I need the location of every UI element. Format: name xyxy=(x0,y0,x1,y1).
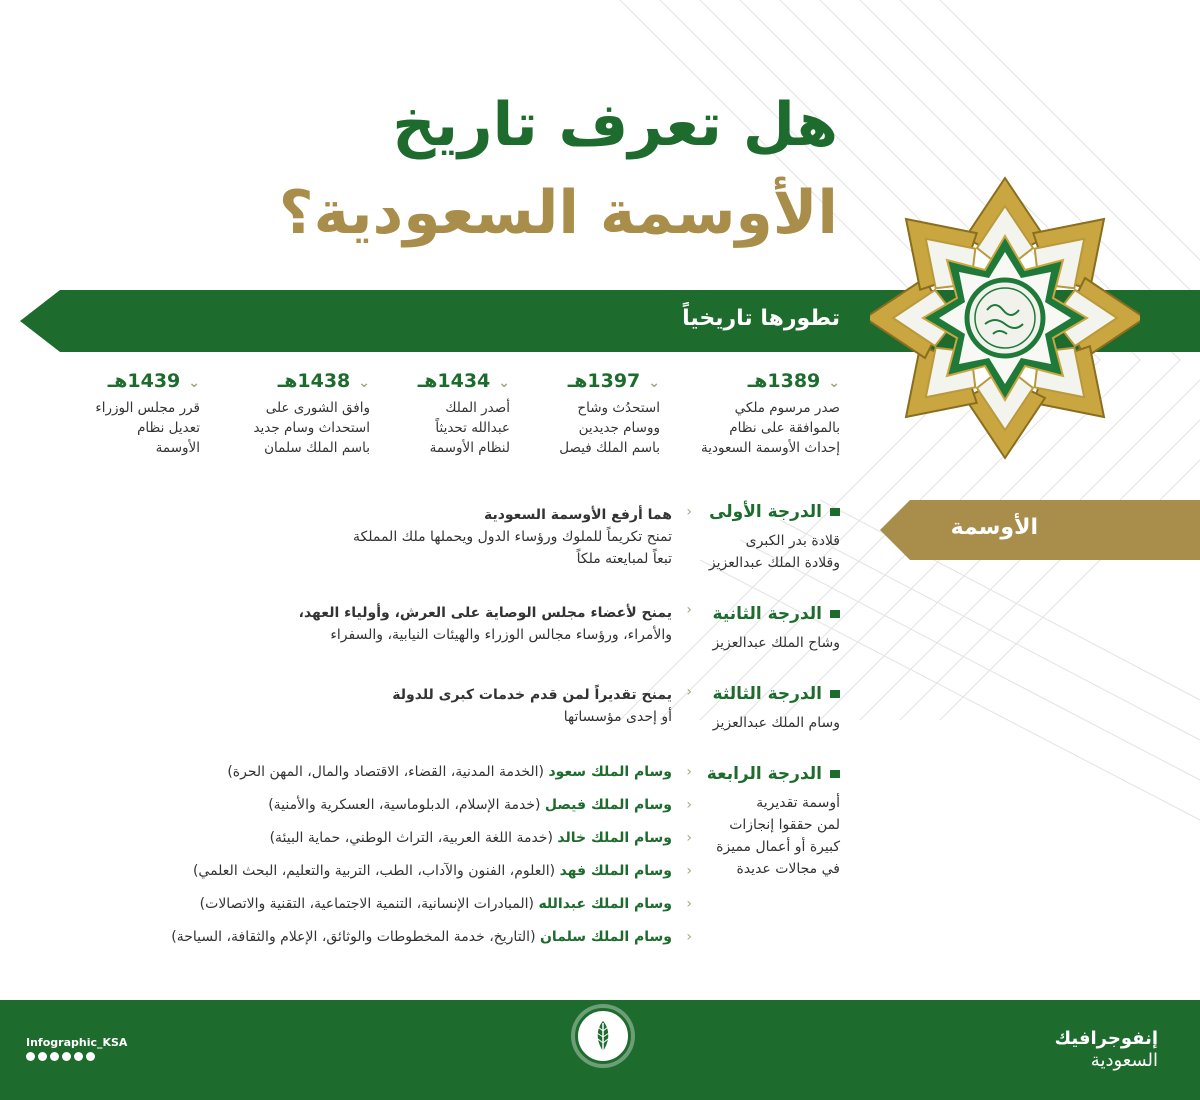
instagram-icon[interactable] xyxy=(38,1052,47,1061)
page-title-line-2: الأوسمة السعودية؟ xyxy=(278,178,838,248)
medal-list-item xyxy=(32,795,692,815)
grade-body: قلادة بدر الكبرى وقلادة الملك عبدالعزيز xyxy=(708,533,840,571)
timeline-year: 1438هـ xyxy=(277,370,351,392)
twitter-icon[interactable] xyxy=(26,1052,35,1061)
flag-icon xyxy=(830,508,840,516)
chevron-down-icon: ⌄ xyxy=(648,375,660,391)
chevron-left-icon: ‹ xyxy=(686,863,692,879)
timeline-item-1438 xyxy=(200,370,370,458)
chevron-left-icon: ‹ xyxy=(686,896,692,912)
grade-title: الدرجة الرابعة xyxy=(706,764,822,784)
grade-body: وشاح الملك عبدالعزيز xyxy=(712,635,840,651)
medal-name: وسام الملك سلمان xyxy=(539,929,672,945)
chevron-down-icon: ⌄ xyxy=(188,375,200,391)
detail-lead: هما أرفع الأوسمة السعودية xyxy=(483,507,672,523)
page-title-line-1: هل تعرف تاريخ xyxy=(392,90,838,160)
medal-fields: (خدمة اللغة العربية، التراث الوطني، حماية البيئة) xyxy=(269,830,553,846)
timeline-item-1389 xyxy=(670,370,840,458)
chevron-left-icon: ‹ xyxy=(686,764,692,780)
medal-name: وسام الملك فيصل xyxy=(544,797,672,813)
timeline-text: استحدُث وشاح ووسام جديدين باسم الملك فيصل xyxy=(559,400,660,456)
grade-second-detail xyxy=(52,602,692,646)
flag-icon xyxy=(830,610,840,618)
grade-title: الدرجة الأولى xyxy=(709,502,822,522)
chevron-down-icon: ⌄ xyxy=(358,375,370,391)
medal-fields: (العلوم، الفنون والآداب، الطب، التربية والتعليم، البحث العلمي) xyxy=(192,863,556,879)
medal-image xyxy=(870,168,1140,468)
youtube-icon[interactable] xyxy=(50,1052,59,1061)
medal-name: وسام الملك سعود xyxy=(548,764,672,780)
detail-body: أو إحدى مؤسساتها xyxy=(563,709,672,725)
grade-third-detail xyxy=(52,684,692,728)
palm-leaf-icon xyxy=(578,1011,628,1061)
decorations-band-tip xyxy=(880,500,910,560)
telegram-icon[interactable] xyxy=(86,1052,95,1061)
medal-list-item xyxy=(32,762,692,782)
chevron-left-icon: ‹ xyxy=(686,684,692,700)
chevron-down-icon: ⌄ xyxy=(828,375,840,391)
grade-title: الدرجة الثانية xyxy=(712,604,822,624)
timeline-text: صدر مرسوم ملكي بالموافقة على نظام إحداث الأوسمة السعودية xyxy=(701,400,840,456)
medal-list-item xyxy=(32,828,692,848)
social-handle[interactable]: Infographic_KSA xyxy=(26,1036,128,1049)
social-icons xyxy=(26,1052,95,1061)
brand-logo-line-2: السعودية xyxy=(1090,1050,1158,1071)
medal-list-item xyxy=(32,927,692,947)
chevron-left-icon: ‹ xyxy=(686,830,692,846)
chevron-left-icon: ‹ xyxy=(686,602,692,618)
detail-body: والأمراء، ورؤساء مجالس الوزراء والهيئات النيابية، والسفراء xyxy=(330,627,672,643)
grade-body: أوسمة تقديرية لمن حققوا إنجازات كبيرة أو أعمال مميزة في مجالات عديدة xyxy=(716,795,840,877)
snapchat-icon[interactable] xyxy=(74,1052,83,1061)
flag-icon xyxy=(830,770,840,778)
timeline-year: 1389هـ xyxy=(747,370,821,392)
medal-name: وسام الملك عبدالله xyxy=(538,896,672,912)
timeline-text: قرر مجلس الوزراء تعديل نظام الأوسمة xyxy=(95,400,200,456)
medal-fields: (الخدمة المدنية، القضاء، الاقتصاد والمال، المهن الحرة) xyxy=(227,764,544,780)
timeline-band-tip xyxy=(20,290,60,352)
medal-fields: (المبادرات الإنسانية، التنمية الاجتماعية، التقنية والاتصالات) xyxy=(199,896,534,912)
dots-logo-icon xyxy=(1169,1026,1170,1027)
timeline-text: وافق الشورى على استحداث وسام جديد باسم الملك سلمان xyxy=(253,400,370,456)
medal-name: وسام الملك خالد xyxy=(557,830,672,846)
grade-first-detail xyxy=(52,504,692,570)
decorations-label: الأوسمة xyxy=(950,515,1038,540)
detail-body: تمنح تكريماً للملوك ورؤساء الدول ويحملها ملك المملكة تبعاً لمبايعته ملكاً xyxy=(353,529,672,567)
medal-list-item xyxy=(32,894,692,914)
medal-fields: (التاريخ، خدمة المخطوطات والوثائق، الإعلام والثقافة، السياحة) xyxy=(171,929,536,945)
facebook-icon[interactable] xyxy=(62,1052,71,1061)
chevron-left-icon: ‹ xyxy=(686,504,692,520)
detail-lead: يمنح لأعضاء مجلس الوصاية على العرش، وأولياء العهد، xyxy=(298,605,672,621)
timeline-item-1439 xyxy=(30,370,200,458)
medal-fields: (خدمة الإسلام، الدبلوماسية، العسكرية والأمنية) xyxy=(268,797,541,813)
timeline-item-1397 xyxy=(490,370,660,458)
medal-list-item xyxy=(32,861,692,881)
timeline-label: تطورها تاريخياً xyxy=(682,306,840,331)
grade-title: الدرجة الثالثة xyxy=(712,684,822,704)
chevron-left-icon: ‹ xyxy=(686,929,692,945)
detail-lead: يمنح تقديراً لمن قدم خدمات كبرى للدولة xyxy=(392,687,672,703)
chevron-left-icon: ‹ xyxy=(686,797,692,813)
timeline-year: 1439هـ xyxy=(107,370,181,392)
flag-icon xyxy=(830,690,840,698)
brand-logo xyxy=(1055,1028,1158,1072)
timeline-year: 1434هـ xyxy=(417,370,491,392)
brand-logo-line-1: إنفوجرافيك xyxy=(1054,1028,1158,1049)
timeline-text: أصدر الملك عبدالله تحديثاً لنظام الأوسمة xyxy=(429,400,510,456)
timeline-year: 1397هـ xyxy=(567,370,641,392)
chevron-down-icon: ⌄ xyxy=(498,375,510,391)
grade-body: وسام الملك عبدالعزيز xyxy=(712,715,840,731)
footer-emblem xyxy=(575,1008,631,1064)
medal-name: وسام الملك فهد xyxy=(559,863,672,879)
